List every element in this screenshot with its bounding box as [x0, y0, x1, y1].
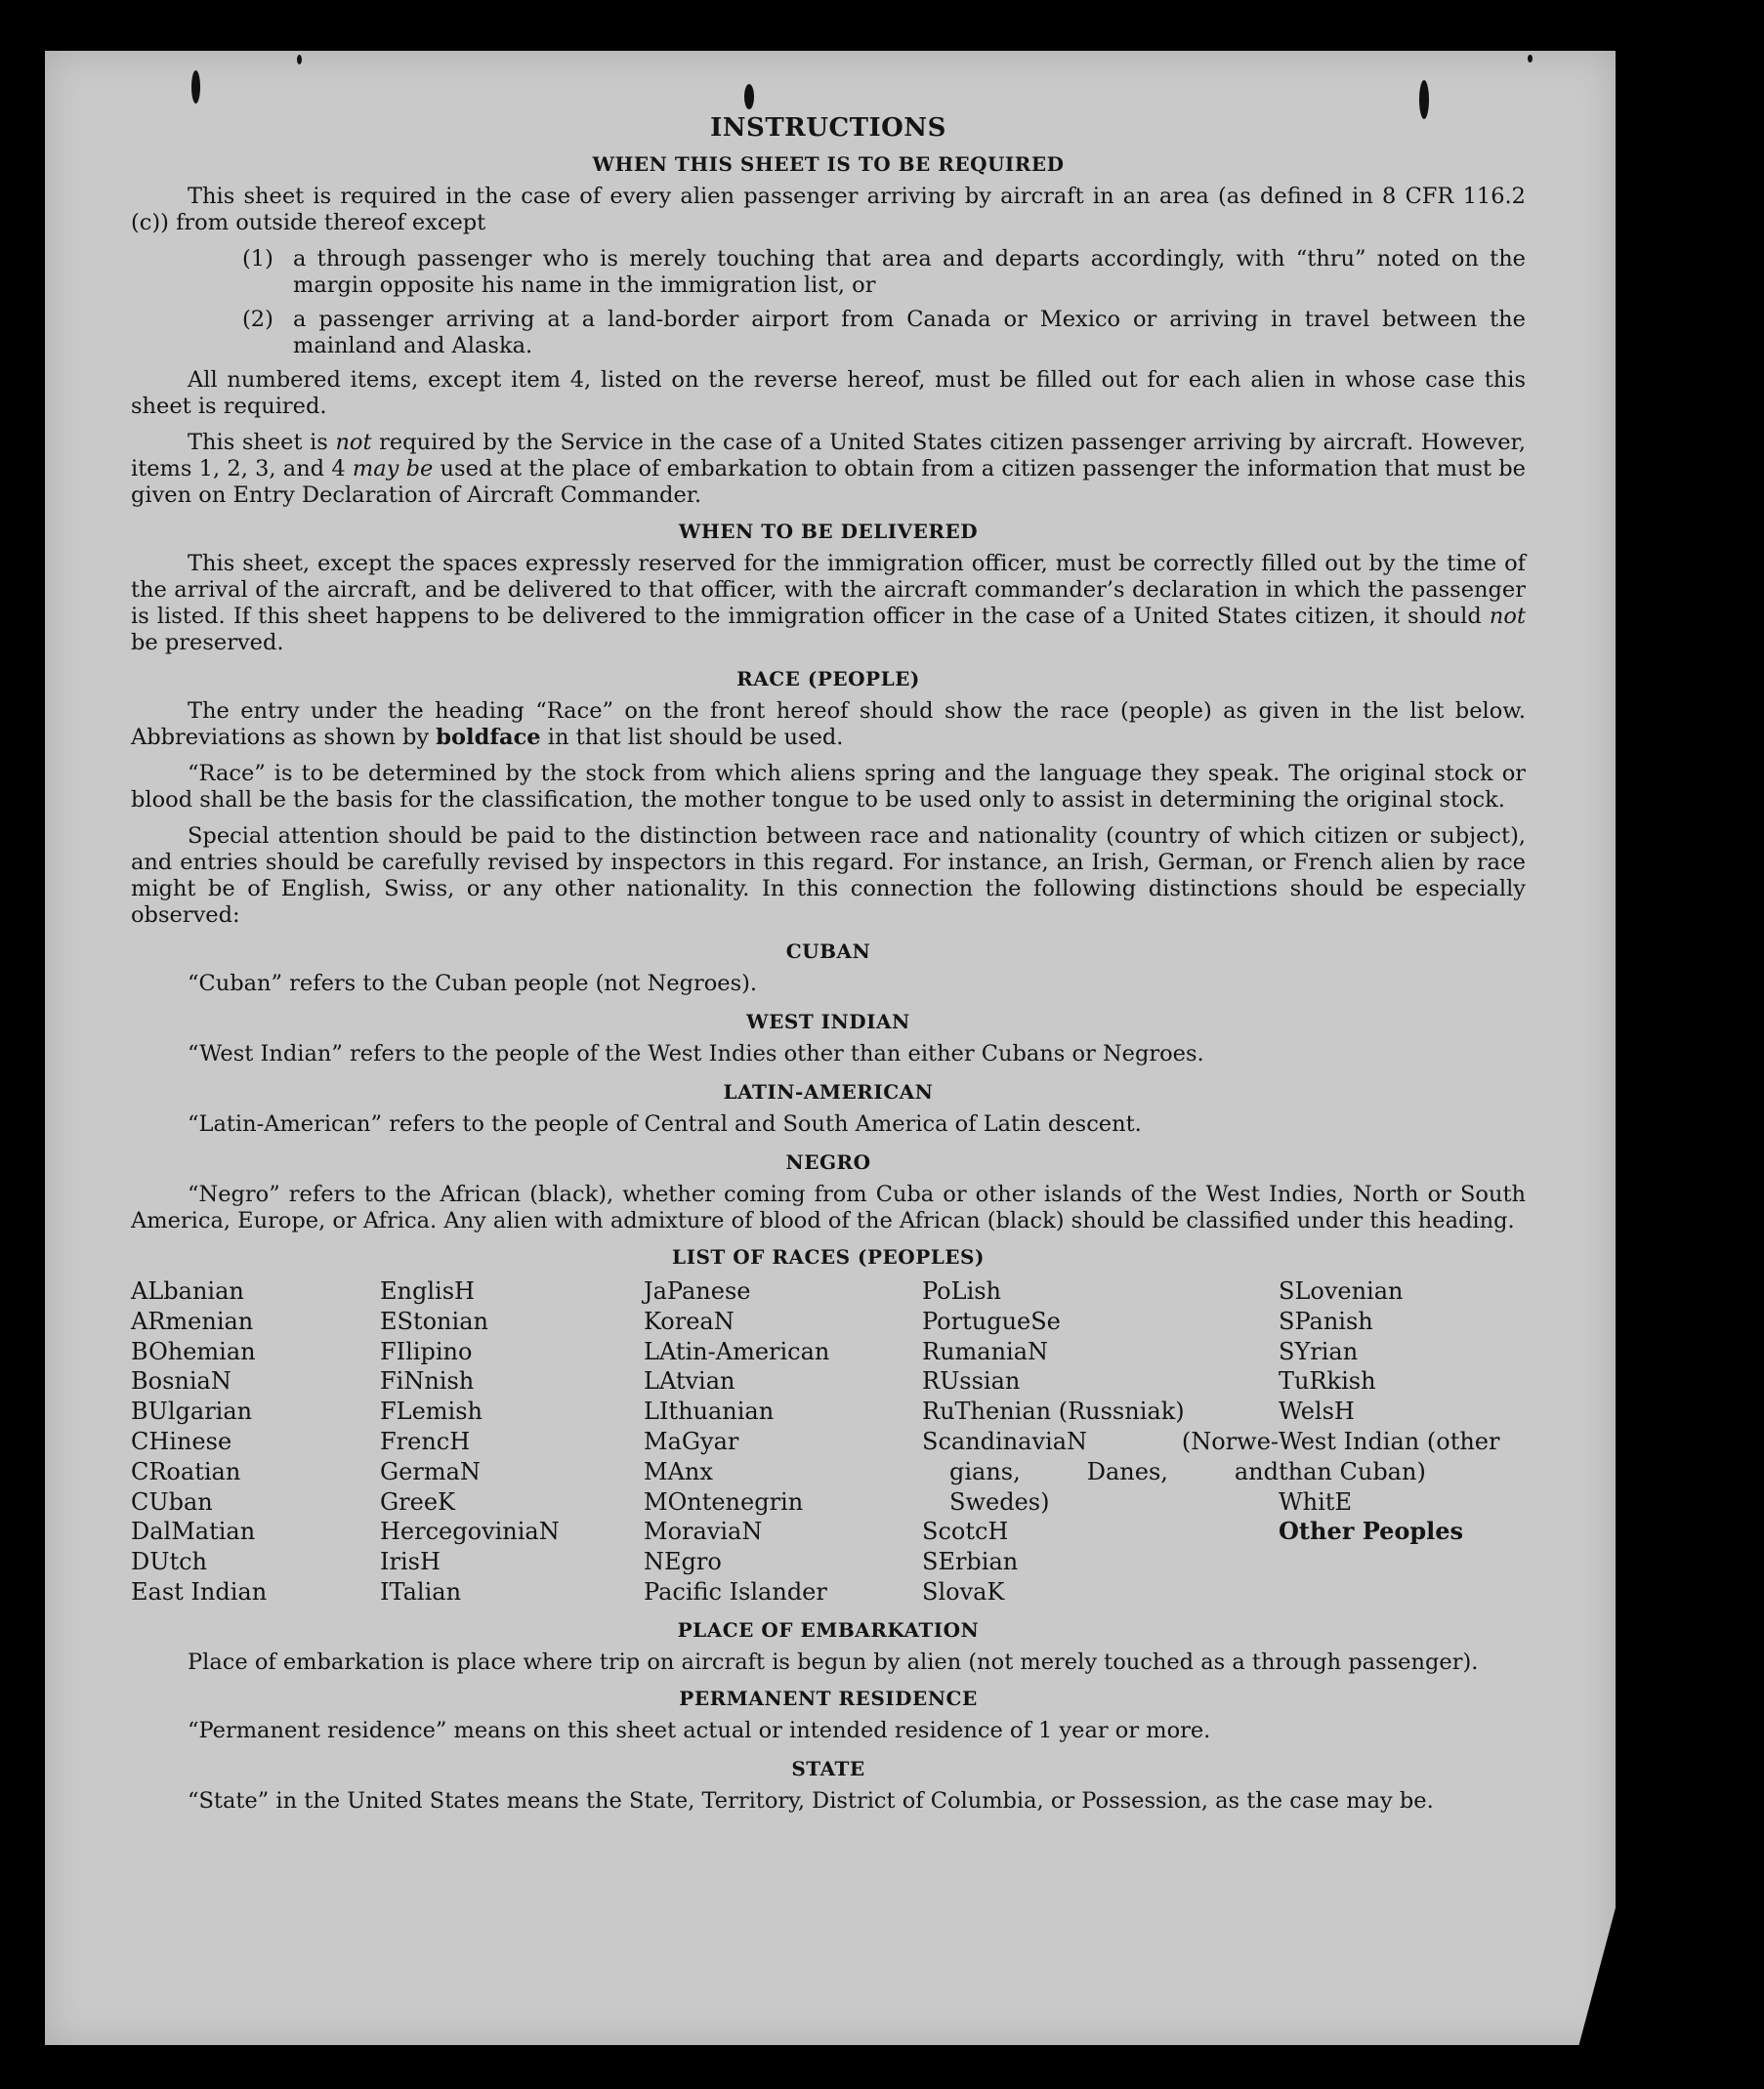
heading-list-of-races: LIST OF RACES (PEOPLES) — [672, 1245, 985, 1269]
list-item — [131, 246, 1526, 299]
race-entry: PoLish — [922, 1277, 1002, 1305]
heading-when-required: WHEN THIS SHEET IS TO BE REQUIRED — [592, 152, 1065, 176]
paragraph-required-intro: This sheet is required in the case of every alien passenger arriving by aircraft in an area (as defined in 8 CFR 116.2 (c)) from outside thereof except — [131, 184, 1526, 235]
heading-race: RACE (PEOPLE) — [736, 667, 920, 690]
italic-text: not — [1489, 604, 1526, 629]
ink-speck — [744, 84, 754, 109]
race-entry: East Indian — [131, 1577, 268, 1606]
heading-cuban: CUBAN — [785, 940, 871, 963]
race-entry: DalMatian — [131, 1518, 256, 1546]
race-entry: RUssian — [922, 1367, 1021, 1396]
ink-speck — [297, 55, 302, 64]
race-entry: RumaniaN — [922, 1337, 1049, 1365]
race-entry: CHinese — [131, 1427, 232, 1455]
paragraph-race-entry — [131, 698, 1526, 751]
definition-latin-american: “Latin-American” refers to the people of Central and South America of Latin descent. — [188, 1111, 1142, 1137]
race-entry: LAtin-American — [644, 1337, 830, 1365]
race-entry: West Indian (other — [1279, 1427, 1500, 1455]
race-entry: RuThenian (Russniak) — [922, 1398, 1185, 1426]
race-entry: DUtch — [131, 1548, 208, 1576]
heading-residence: PERMANENT RESIDENCE — [679, 1686, 978, 1710]
race-entry: ScotcH — [922, 1518, 1009, 1546]
text-run: used at the place of embarkation to obtain from a citizen passenger the information that must be given on Entry Declaration of Aircraft Commander. — [131, 456, 1526, 508]
race-entry: FrencH — [380, 1427, 471, 1455]
race-entry: ARmenian — [131, 1307, 254, 1335]
race-entry: SYrian — [1279, 1337, 1359, 1365]
race-entry: PortugueSe — [922, 1307, 1061, 1335]
races-list — [131, 1276, 1526, 1608]
race-entry: ScandinaviaN (Norwe- — [922, 1427, 1279, 1455]
race-entry: TuRkish — [1279, 1367, 1376, 1396]
definition-negro: “Negro” refers to the African (black), whether coming from Cuba or other islands of the West Indies, North or South America, Europe, or Africa. Any alien with admixture of blood of the African (black) should be classified under this heading. — [131, 1182, 1526, 1233]
race-entry: EStonian — [380, 1307, 488, 1335]
heading-when-delivered: WHEN TO BE DELIVERED — [678, 520, 979, 543]
definition-cuban: “Cuban” refers to the Cuban people (not Negroes). — [188, 971, 758, 996]
text-run: This sheet is — [188, 430, 336, 455]
races-column — [380, 1276, 644, 1608]
race-entry: LAtvian — [644, 1367, 735, 1396]
race-entry: WelsH — [1279, 1398, 1355, 1426]
definition-west-indian: “West Indian” refers to the people of the West Indies other than either Cubans or Negroes. — [188, 1041, 1204, 1066]
instructions-content — [131, 115, 1526, 1824]
race-entry: WhitE — [1279, 1487, 1352, 1516]
ink-speck — [1419, 80, 1429, 119]
text-run: The entry under the heading “Race” on the front hereof should show the race (people) as given in the list below. Abbreviations as shown by — [131, 698, 1526, 750]
heading-latin-american: LATIN-AMERICAN — [723, 1080, 934, 1104]
ink-speck — [191, 70, 200, 104]
race-entry: SErbian — [922, 1548, 1019, 1576]
race-entry: MOntenegrin — [644, 1487, 804, 1516]
races-column — [922, 1276, 1279, 1608]
race-entry: ITalian — [380, 1577, 462, 1606]
paragraph-race-distinction: Special attention should be paid to the distinction between race and nationality (country of which citizen or subject), and entries should be carefully revised by inspectors in this regard. For instance, an Irish, German, or French alien by race might be of English, Swiss, or any other nationality. In this connection the following distinctions should be especially observed: — [131, 823, 1526, 928]
race-entry: ALbanian — [131, 1277, 244, 1305]
race-entry: JaPanese — [644, 1277, 751, 1305]
race-entry: MAnx — [644, 1457, 713, 1485]
race-entry: HercegoviniaN — [380, 1518, 560, 1546]
race-entry: CUban — [131, 1487, 213, 1516]
race-entry: FIlipino — [380, 1337, 473, 1365]
race-entry: GermaN — [380, 1457, 481, 1485]
paragraph-race-stock: “Race” is to be determined by the stock from which aliens spring and the language they speak. The original stock or blood shall be the basis for the classification, the mother tongue to be used only to assist in determining the original stock. — [131, 761, 1526, 813]
races-column — [644, 1276, 922, 1608]
bold-text: boldface — [436, 725, 541, 750]
race-entry: NEgro — [644, 1548, 722, 1576]
document-sheet — [45, 51, 1616, 2045]
paragraph-delivery — [131, 551, 1526, 656]
race-entry: SPanish — [1279, 1307, 1373, 1335]
heading-state: STATE — [791, 1756, 865, 1780]
ink-speck — [1528, 55, 1533, 63]
race-entry: Swedes) — [949, 1487, 1050, 1516]
race-entry: SlovaK — [922, 1577, 1005, 1606]
definition-residence: “Permanent residence” means on this sheet actual or intended residence of 1 year or more. — [188, 1717, 1211, 1743]
text-run: This sheet, except the spaces expressly reserved for the immigration officer, must be correctly filled out by the time of the arrival of the aircraft, and be delivered to that officer, with the aircraft commander’s declaration in which the passenger is listed. If this sheet happens to be delivered to the immigration officer in the case of a United States citizen, it should — [131, 551, 1526, 629]
heading-embarkation: PLACE OF EMBARKATION — [677, 1617, 980, 1642]
race-entry: FiNnish — [380, 1367, 475, 1396]
item-number: (1) — [242, 246, 273, 272]
torn-corner — [1578, 1901, 1617, 2047]
text-run: required by the Service in the case of a United States citizen passenger arriving by aircraft. However, items 1, 2, 3, and 4 — [131, 430, 1526, 481]
italic-text: not — [335, 430, 372, 455]
item-text: a passenger arriving at a land-border airport from Canada or Mexico or arriving in travel between the mainland and Alaska. — [293, 307, 1526, 358]
race-entry: CRoatian — [131, 1457, 241, 1485]
race-entry: KoreaN — [644, 1307, 735, 1335]
definition-embarkation: Place of embarkation is place where trip on aircraft is begun by alien (not merely touched as a through passenger). — [188, 1649, 1479, 1675]
heading-negro: NEGRO — [785, 1150, 871, 1174]
race-entry: MoraviaN — [644, 1518, 763, 1546]
italic-text: may be — [352, 456, 434, 481]
race-entry: EnglisH — [380, 1277, 475, 1305]
definition-state: “State” in the United States means the State, Territory, District of Columbia, or Possession, as the case may be. — [188, 1787, 1434, 1814]
race-entry: than Cuban) — [1279, 1457, 1426, 1485]
paragraph-citizen — [131, 430, 1526, 509]
list-item — [131, 307, 1526, 359]
race-entry: BosniaN — [131, 1367, 231, 1396]
race-entry: Pacific Islander — [644, 1577, 827, 1606]
race-entry: BUlgarian — [131, 1398, 253, 1426]
heading-west-indian: WEST INDIAN — [746, 1010, 910, 1033]
race-entry: IrisH — [380, 1548, 441, 1576]
races-column — [131, 1276, 380, 1608]
paragraph-numbered-items: All numbered items, except item 4, listed on the reverse hereof, must be filled out for each alien in whose case this sheet is required. — [131, 367, 1526, 419]
race-entry: gians, Danes, and — [949, 1457, 1279, 1485]
item-number: (2) — [242, 307, 273, 332]
page-title: INSTRUCTIONS — [710, 113, 946, 143]
race-entry: MaGyar — [644, 1427, 739, 1455]
race-entry: BOhemian — [131, 1337, 256, 1365]
text-run: in that list should be used. — [540, 725, 844, 750]
text-run: be preserved. — [131, 630, 284, 655]
race-entry: GreeK — [380, 1487, 455, 1516]
race-entry: FLemish — [380, 1398, 483, 1426]
race-entry: LIthuanian — [644, 1398, 775, 1426]
race-entry: SLovenian — [1279, 1277, 1404, 1305]
races-column — [1279, 1276, 1526, 1608]
race-entry: Other Peoples — [1279, 1517, 1464, 1546]
item-text: a through passenger who is merely touching that area and departs accordingly, with “thru” noted on the margin opposite his name in the immigration list, or — [293, 246, 1526, 298]
